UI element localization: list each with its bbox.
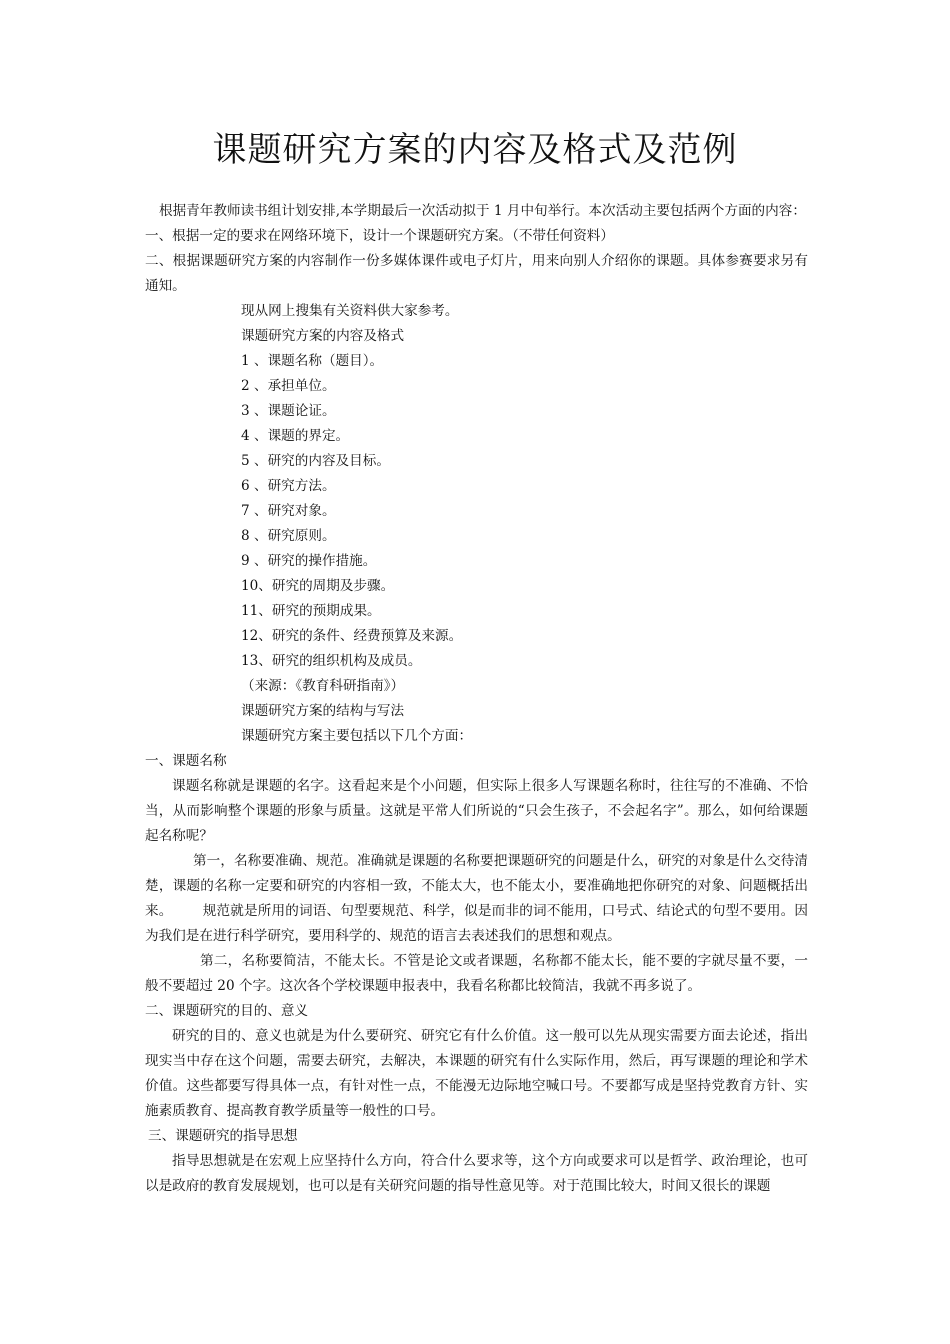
section-heading: 二、课题研究的目的、意义 (145, 1003, 309, 1019)
section-paragraph: 课题名称就是课题的名字。这看起来是个小问题，但实际上很多人写课题名称时，往往写的不准确、不恰当，从而影响整个课题的形象与质量。这就是平常人们所说的“只会生孩子，不会起名字”。那么，如何给课题起名称呢？ (145, 778, 808, 844)
list-item: 7 、研究对象。 (241, 503, 336, 519)
section-paragraph: 研究的目的、意义也就是为什么要研究、研究它有什么价值。这一般可以先从现实需要方面去论述，指出现实当中存在这个问题，需要去研究，去解决，本课题的研究有什么实际作用，然后，再写课题的理论和学术价值。这些都要写得具体一点，有针对性一点，不能漫无边际地空喊口号。不要都写成是坚持党教育方针、实施素质教育、提高教育教学质量等一般性的口号。 (145, 1028, 808, 1119)
document-title: 课题研究方案的内容及格式及范例 (212, 130, 738, 170)
list-item: （来源：《教育科研指南》） (241, 678, 405, 694)
list-item: 课题研究方案的内容及格式 (241, 328, 405, 344)
list-item: 9 、研究的操作措施。 (241, 553, 377, 569)
list-item: 4 、课题的界定。 (241, 428, 350, 444)
list-item: 3 、课题论证。 (241, 403, 336, 419)
list-item: 1 、课题名称（题目）。 (241, 353, 384, 369)
list-item: 12、研究的条件、经费预算及来源。 (241, 628, 463, 644)
intro-paragraph: 根据青年教师读书组计划安排,本学期最后一次活动拟于 1 月中旬举行。本次活动主要包括两个方面的内容： (159, 203, 806, 219)
list-item: 11、研究的预期成果。 (241, 603, 381, 619)
section-paragraph: 第二，名称要简洁，不能太长。不管是论文或者课题，名称都不能太长，能不要的字就尽量不要，一般不要超过 20 个字。这次各个学校课题申报表中，我看名称都比较简洁，我就不再多说了。 (145, 953, 808, 994)
section-paragraph (145, 849, 808, 949)
list-item: 8 、研究原则。 (241, 528, 336, 544)
document-body (145, 199, 808, 1199)
list-item: 课题研究方案主要包括以下几个方面： (241, 728, 473, 744)
list-item: 课题研究方案的结构与写法 (241, 703, 405, 719)
section-heading: 一、课题名称 (145, 753, 227, 769)
list-item: 2 、承担单位。 (241, 378, 336, 394)
requirement-item-1: 一、根据一定的要求在网络环境下，设计一个课题研究方案。（不带任何资料） (145, 228, 614, 244)
list-item: 6 、研究方法。 (241, 478, 336, 494)
list-item: 现从网上搜集有关资料供大家参考。 (241, 303, 459, 319)
format-list (145, 299, 808, 749)
section-paragraph: 指导思想就是在宏观上应坚持什么方向，符合什么要求等，这个方向或要求可以是哲学、政治理论，也可以是政府的教育发展规划，也可以是有关研究问题的指导性意见等。对于范围比较大，时间又很长的课题 (145, 1153, 808, 1194)
section-heading: 三、课题研究的指导思想 (148, 1128, 298, 1144)
list-item: 13、研究的组织机构及成员。 (241, 653, 422, 669)
requirement-item-2: 二、根据课题研究方案的内容制作一份多媒体课件或电子灯片，用来向别人介绍你的课题。具体参赛要求另有通知。 (145, 253, 808, 294)
section-text: 第一，名称要准确、规范。准确就是课题的名称要把课题研究的问题是什么，研究的对象是什么交待清楚，课题的名称一定要和研究的内容相一致，不能太大，也不能太小，要准确地把你研究的对象、问题概括出来。 (145, 853, 808, 919)
list-item: 5 、研究的内容及目标。 (241, 453, 390, 469)
section-text: 规范就是所用的词语、句型要规范、科学，似是而非的词不能用，口号式、结论式的句型不要用。因为我们是在进行科学研究，要用科学的、规范的语言去表述我们的思想和观点。 (145, 903, 809, 944)
list-item: 10、研究的周期及步骤。 (241, 578, 395, 594)
